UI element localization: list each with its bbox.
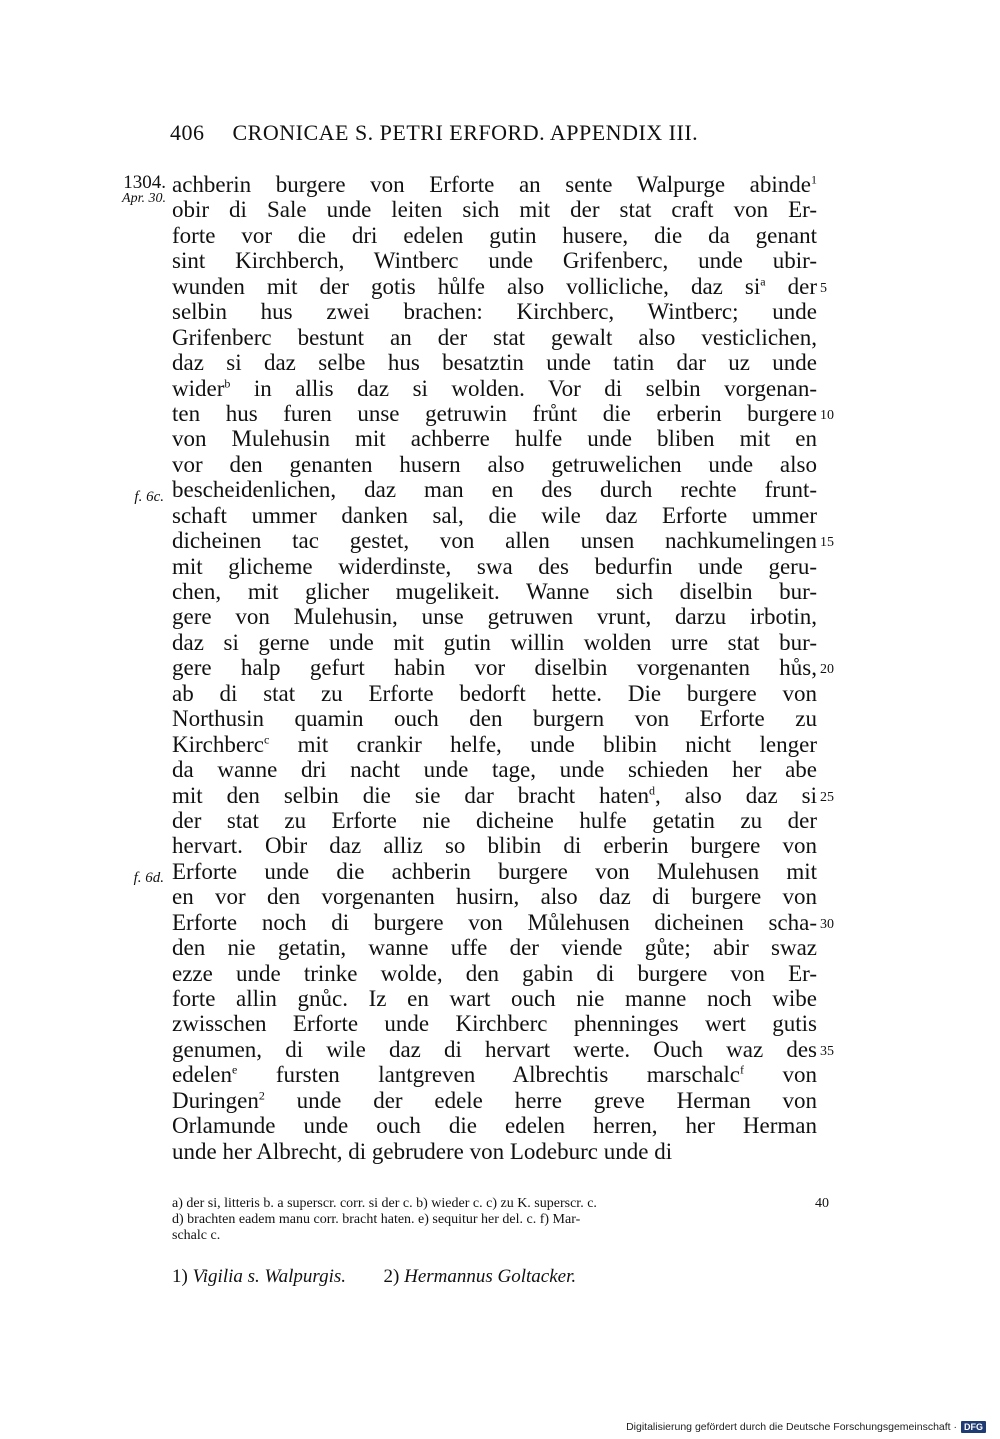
footnote-ref: e [232, 1062, 238, 1077]
text-line [172, 833, 817, 858]
line-text: von [744, 1062, 818, 1088]
funding-text: Digitalisierung gefördert durch die Deutsche Forschungsgemeinschaft · [626, 1421, 957, 1433]
line-text: obir di Sale unde leiten sich mit der stat craft von Er- [172, 197, 817, 223]
text-line [172, 935, 817, 960]
text-line [172, 554, 817, 579]
line-text: von Mulehusin mit achberre hulfe unde bliben mit en [172, 426, 817, 452]
line-text: zwisschen Erforte unde Kirchberc phenninges wert gutis [172, 1011, 817, 1037]
text-line [172, 248, 817, 273]
note-text: Hermannus Goltacker. [404, 1266, 577, 1287]
text-line [172, 782, 834, 808]
footnote-ref: a [760, 274, 766, 289]
line-number: 10 [820, 407, 834, 423]
margin-date [100, 174, 166, 206]
text-line [172, 961, 817, 986]
line-text: der stat zu Erforte nie dicheine hulfe getatin zu der [172, 807, 817, 833]
footnote-line: a) der si, litteris b. a superscr. corr. si der c. b) wieder c. c) zu K. superscr. c. [172, 1196, 597, 1211]
critical-apparatus [172, 1196, 829, 1244]
text-line [172, 325, 817, 350]
line-text: daz si daz selbe hus besatztin unde tatin dar uz unde [172, 350, 817, 376]
line-text: der [765, 273, 817, 299]
source-notes [172, 1266, 822, 1288]
text-line [172, 579, 817, 604]
line-text: gere halp gefurt habin vor diselbin vorgenanten hůs, [172, 655, 817, 681]
text-line [172, 1036, 834, 1062]
line-text: forte allin gnůc. Iz en wart ouch nie manne noch wibe [172, 986, 817, 1011]
running-title: CRONICAE S. PETRI ERFORD. APPENDIX III. [232, 120, 699, 145]
line-text: in allis daz si wolden. Vor di selbin vorgenan- [230, 375, 817, 401]
line-text: ten hus furen unse getruwin frůnt die erberin burgere [172, 400, 817, 426]
text-line [172, 503, 817, 528]
margin-year: 1304. [123, 172, 166, 193]
text-line [172, 681, 817, 706]
text-line [172, 909, 834, 935]
line-number: 20 [820, 662, 834, 678]
running-header [170, 120, 730, 146]
line-text: fursten lantgreven Albrechtis marschalc [237, 1062, 741, 1088]
line-text: edelen [172, 1062, 233, 1088]
line-text: mit den selbin die sie dar bracht haten [172, 782, 649, 808]
line-text: Northusin quamin ouch den burgern von Erforte zu [172, 706, 817, 732]
text-line [172, 732, 817, 757]
line-number: 35 [820, 1043, 834, 1059]
line-number: 40 [815, 1196, 829, 1211]
line-text: da wanne dri nacht unde tage, unde schieden her abe [172, 757, 817, 783]
line-number: 30 [820, 916, 834, 932]
text-line [172, 808, 817, 833]
text-line [172, 426, 817, 451]
text-line [172, 299, 817, 324]
line-text: unde her Albrecht, di gebrudere von Lodeburc unde di [172, 1138, 673, 1164]
line-text: unde der edele herre greve Herman von [264, 1087, 817, 1113]
text-line [172, 1113, 817, 1138]
folio-marker: f. 6c. [134, 489, 164, 505]
line-number: 5 [820, 280, 827, 296]
footnote-ref: 2 [258, 1088, 265, 1103]
note-text: Vigilia s. Walpurgis. [192, 1266, 347, 1287]
margin-day: Apr. 30. [122, 191, 166, 206]
text-line [172, 528, 834, 554]
footnote-line: d) brachten eadem manu corr. bracht haten. e) sequitur her del. c. f) Mar- [172, 1212, 581, 1227]
line-text: Erforte noch di burgere von Můlehusen dicheinen scha- [172, 909, 817, 935]
line-text: Orlamunde unde ouch die edelen herren, her Herman [172, 1113, 817, 1139]
text-line [172, 757, 817, 782]
text-line [172, 986, 817, 1011]
line-text: dicheinen tac gestet, von allen unsen nachkumelingen [172, 528, 817, 554]
line-text: ezze unde trinke wolde, den gabin di burgere von Er- [172, 960, 817, 986]
line-text: Duringen [172, 1087, 259, 1113]
line-text: Erforte unde die achberin burgere von Mulehusen mit [172, 858, 817, 884]
line-text: , also daz si [655, 782, 818, 808]
text-line [172, 604, 817, 629]
text-line [172, 350, 817, 375]
line-text: den nie getatin, wanne uffe der viende gůte; abir swaz [172, 935, 817, 961]
line-text: sint Kirchberch, Wintberc unde Grifenberc, unde ubir- [172, 248, 817, 274]
note-marker: 2) [383, 1266, 400, 1287]
line-number: 25 [820, 789, 834, 805]
line-text: chen, mit glicher mugelikeit. Wanne sich diselbin bur- [172, 579, 817, 604]
footnote-ref: b [224, 375, 231, 390]
chronicle-text [172, 172, 834, 1164]
footnote-ref: d [649, 782, 655, 797]
digitization-banner [626, 1420, 986, 1434]
text-line [172, 376, 817, 401]
line-text: forte vor die dri edelen gutin husere, die da genant [172, 222, 817, 248]
line-text: vor den genanten husern also getruwelichen unde also [172, 451, 817, 477]
dfg-logo-icon: DFG [961, 1421, 986, 1433]
note-marker: 1) [172, 1266, 188, 1287]
text-line [172, 706, 817, 731]
line-text: Grifenberc bestunt an der stat gewalt also vesticlichen, [172, 324, 817, 350]
text-line [172, 859, 817, 884]
text-line [172, 452, 817, 477]
text-line [172, 172, 817, 197]
text-line [172, 273, 827, 299]
line-text: wider [172, 375, 225, 401]
text-line [172, 1139, 817, 1164]
line-text: schaft ummer danken sal, die wile daz Erforte ummer [172, 502, 817, 528]
footnote-ref: 1 [811, 172, 817, 187]
text-line [172, 197, 817, 222]
line-text: mit glicheme widerdinste, swa des bedurfin unde geru- [172, 553, 817, 579]
line-text: ab di stat zu Erforte bedorft hette. Die burgere von [172, 680, 817, 706]
line-number: 15 [820, 535, 834, 551]
text-line [172, 223, 817, 248]
text-line [172, 630, 817, 655]
line-text: mit crankir helfe, unde blibin nicht lenger [269, 731, 817, 757]
text-line [172, 477, 817, 502]
folio-marker: f. 6d. [133, 870, 164, 886]
line-text: bescheidenlichen, daz man en des durch rechte frunt- [172, 477, 817, 503]
line-text: en vor den vorgenanten husirn, also daz di burgere von [172, 884, 817, 910]
text-line [172, 884, 817, 909]
text-line [172, 1062, 817, 1087]
line-text: achberin burgere von Erforte an sente Walpurge abinde [172, 172, 811, 197]
text-line [172, 1011, 817, 1036]
line-text: selbin hus zwei brachen: Kirchberc, Wintberc; unde [172, 299, 817, 325]
line-text: hervart. Obir daz alliz so blibin di erberin burgere von [172, 833, 817, 859]
footnote-ref: c [263, 731, 270, 746]
line-text: wunden mit der gotis hůlfe also vollicliche, daz si [172, 273, 761, 299]
line-text: Kirchberc [172, 731, 264, 757]
line-text: gere von Mulehusin, unse getruwen vrunt, darzu irbotin, [172, 604, 817, 630]
line-text: daz si gerne unde mit gutin willin wolden urre stat bur- [172, 629, 817, 655]
text-line [172, 1088, 817, 1113]
footnote-ref: f [740, 1062, 745, 1077]
text-line [172, 400, 834, 426]
line-text: genumen, di wile daz di hervart werte. Ouch waz des [172, 1036, 817, 1062]
text-line [172, 655, 834, 681]
page-number: 406 [170, 120, 205, 145]
footnote-line: schalc c. [172, 1228, 221, 1243]
